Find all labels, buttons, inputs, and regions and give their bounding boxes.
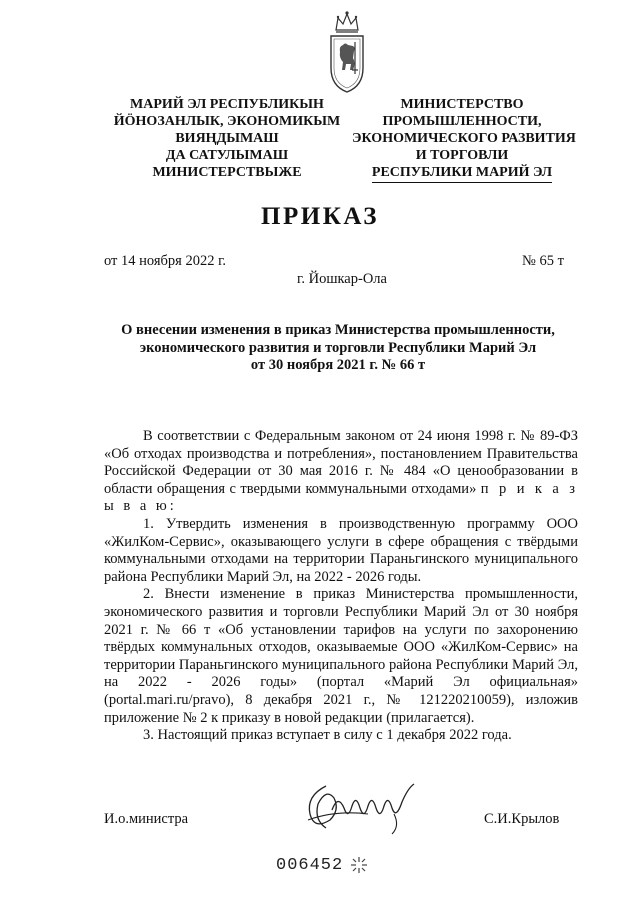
document-number: № 65 т (522, 253, 564, 269)
header-ministry-mari (100, 96, 354, 181)
handwritten-signature (296, 780, 430, 836)
paragraph-2: 2. Внести изменение в приказ Министерства промышленности, экономического развития и торговли Республики Марий Эл от 30 ноября 2021 г. № 66 т «Об установлении тарифов на услуги по захоронению твёрдых коммунальных отходов, оказываемые ООО «ЖилКом-Сервис» на территории Параньгинского муниципального района Республики Марий Эл, на 2022 - 2026 годы» (портал «Марий Эл официальная» (portal.mari.ru/pravo), 8 декабря 2021 г., № 121220210059), изложив приложение № 2 к приказу в новой редакции (прилагается). (104, 586, 578, 726)
order-word: п р и к а з ы в а ю: (104, 480, 579, 515)
subject-line: О внесении изменения в приказ Министерства промышленности, (121, 322, 555, 338)
header-left-line: МИНИСТЕРСТВЫЖЕ (152, 165, 302, 180)
coat-of-arms-icon (326, 8, 368, 96)
header-left-line: ЙӦНОЗАНЛЫК, ЭКОНОМИКЫМ (113, 114, 341, 129)
paragraph-3: 3. Настоящий приказ вступает в силу с 1 декабря 2022 года. (143, 727, 512, 744)
signer-name: С.И.Крылов (484, 811, 560, 827)
intro-paragraph (104, 428, 578, 516)
header-ministry-russian (352, 96, 576, 183)
intro-text: В соответствии с Федеральным законом от 24 июня 1998 г. № 89-ФЗ «Об отходах производства и потребления», постановлением Правительства Российской Федерации от 30 мая 2016 г. № 484 «О ценообразовании в области обращения с твердыми коммунальными отходами» (104, 428, 578, 497)
header-right-line: ЭКОНОМИЧЕСКОГО РАЗВИТИЯ (352, 131, 576, 146)
paragraph-1: 1. Утвердить изменения в производственную программу ООО «ЖилКом-Сервис», оказывающего услуги в сфере обращения с твёрдыми коммунальными отходами на территории Параньгинского муниципального района Республики Марий Эл, на 2022 - 2026 годы. (104, 515, 578, 585)
document-subject (100, 322, 576, 375)
document-date: от 14 ноября 2022 г. (104, 253, 227, 269)
subject-line: от 30 ноября 2021 г. № 66 т (250, 357, 426, 373)
header-left-line: ВИЯҢДЫМАШ (175, 131, 279, 146)
document-city: г. Йошкар-Ола (297, 271, 387, 287)
subject-line: экономического развития и торговли Республики Марий Эл (139, 339, 537, 356)
header-right-line: ПРОМЫШЛЕННОСТИ, (382, 114, 542, 129)
signer-role: И.о.министра (104, 811, 189, 827)
header-left-line: ДА САТУЛЫМАШ (165, 148, 289, 163)
header-right-line: МИНИСТЕРСТВО (400, 97, 524, 112)
header-left-line: МАРИЙ ЭЛ РЕСПУБЛИКЫН (130, 97, 324, 112)
document-body (104, 428, 578, 745)
document-title: ПРИКАЗ (261, 203, 379, 230)
serial-number: 006452 (276, 856, 344, 875)
header-right-line: И ТОРГОВЛИ (415, 148, 509, 163)
security-mark-icon (350, 856, 368, 874)
header-right-line: РЕСПУБЛИКИ МАРИЙ ЭЛ (372, 164, 552, 183)
